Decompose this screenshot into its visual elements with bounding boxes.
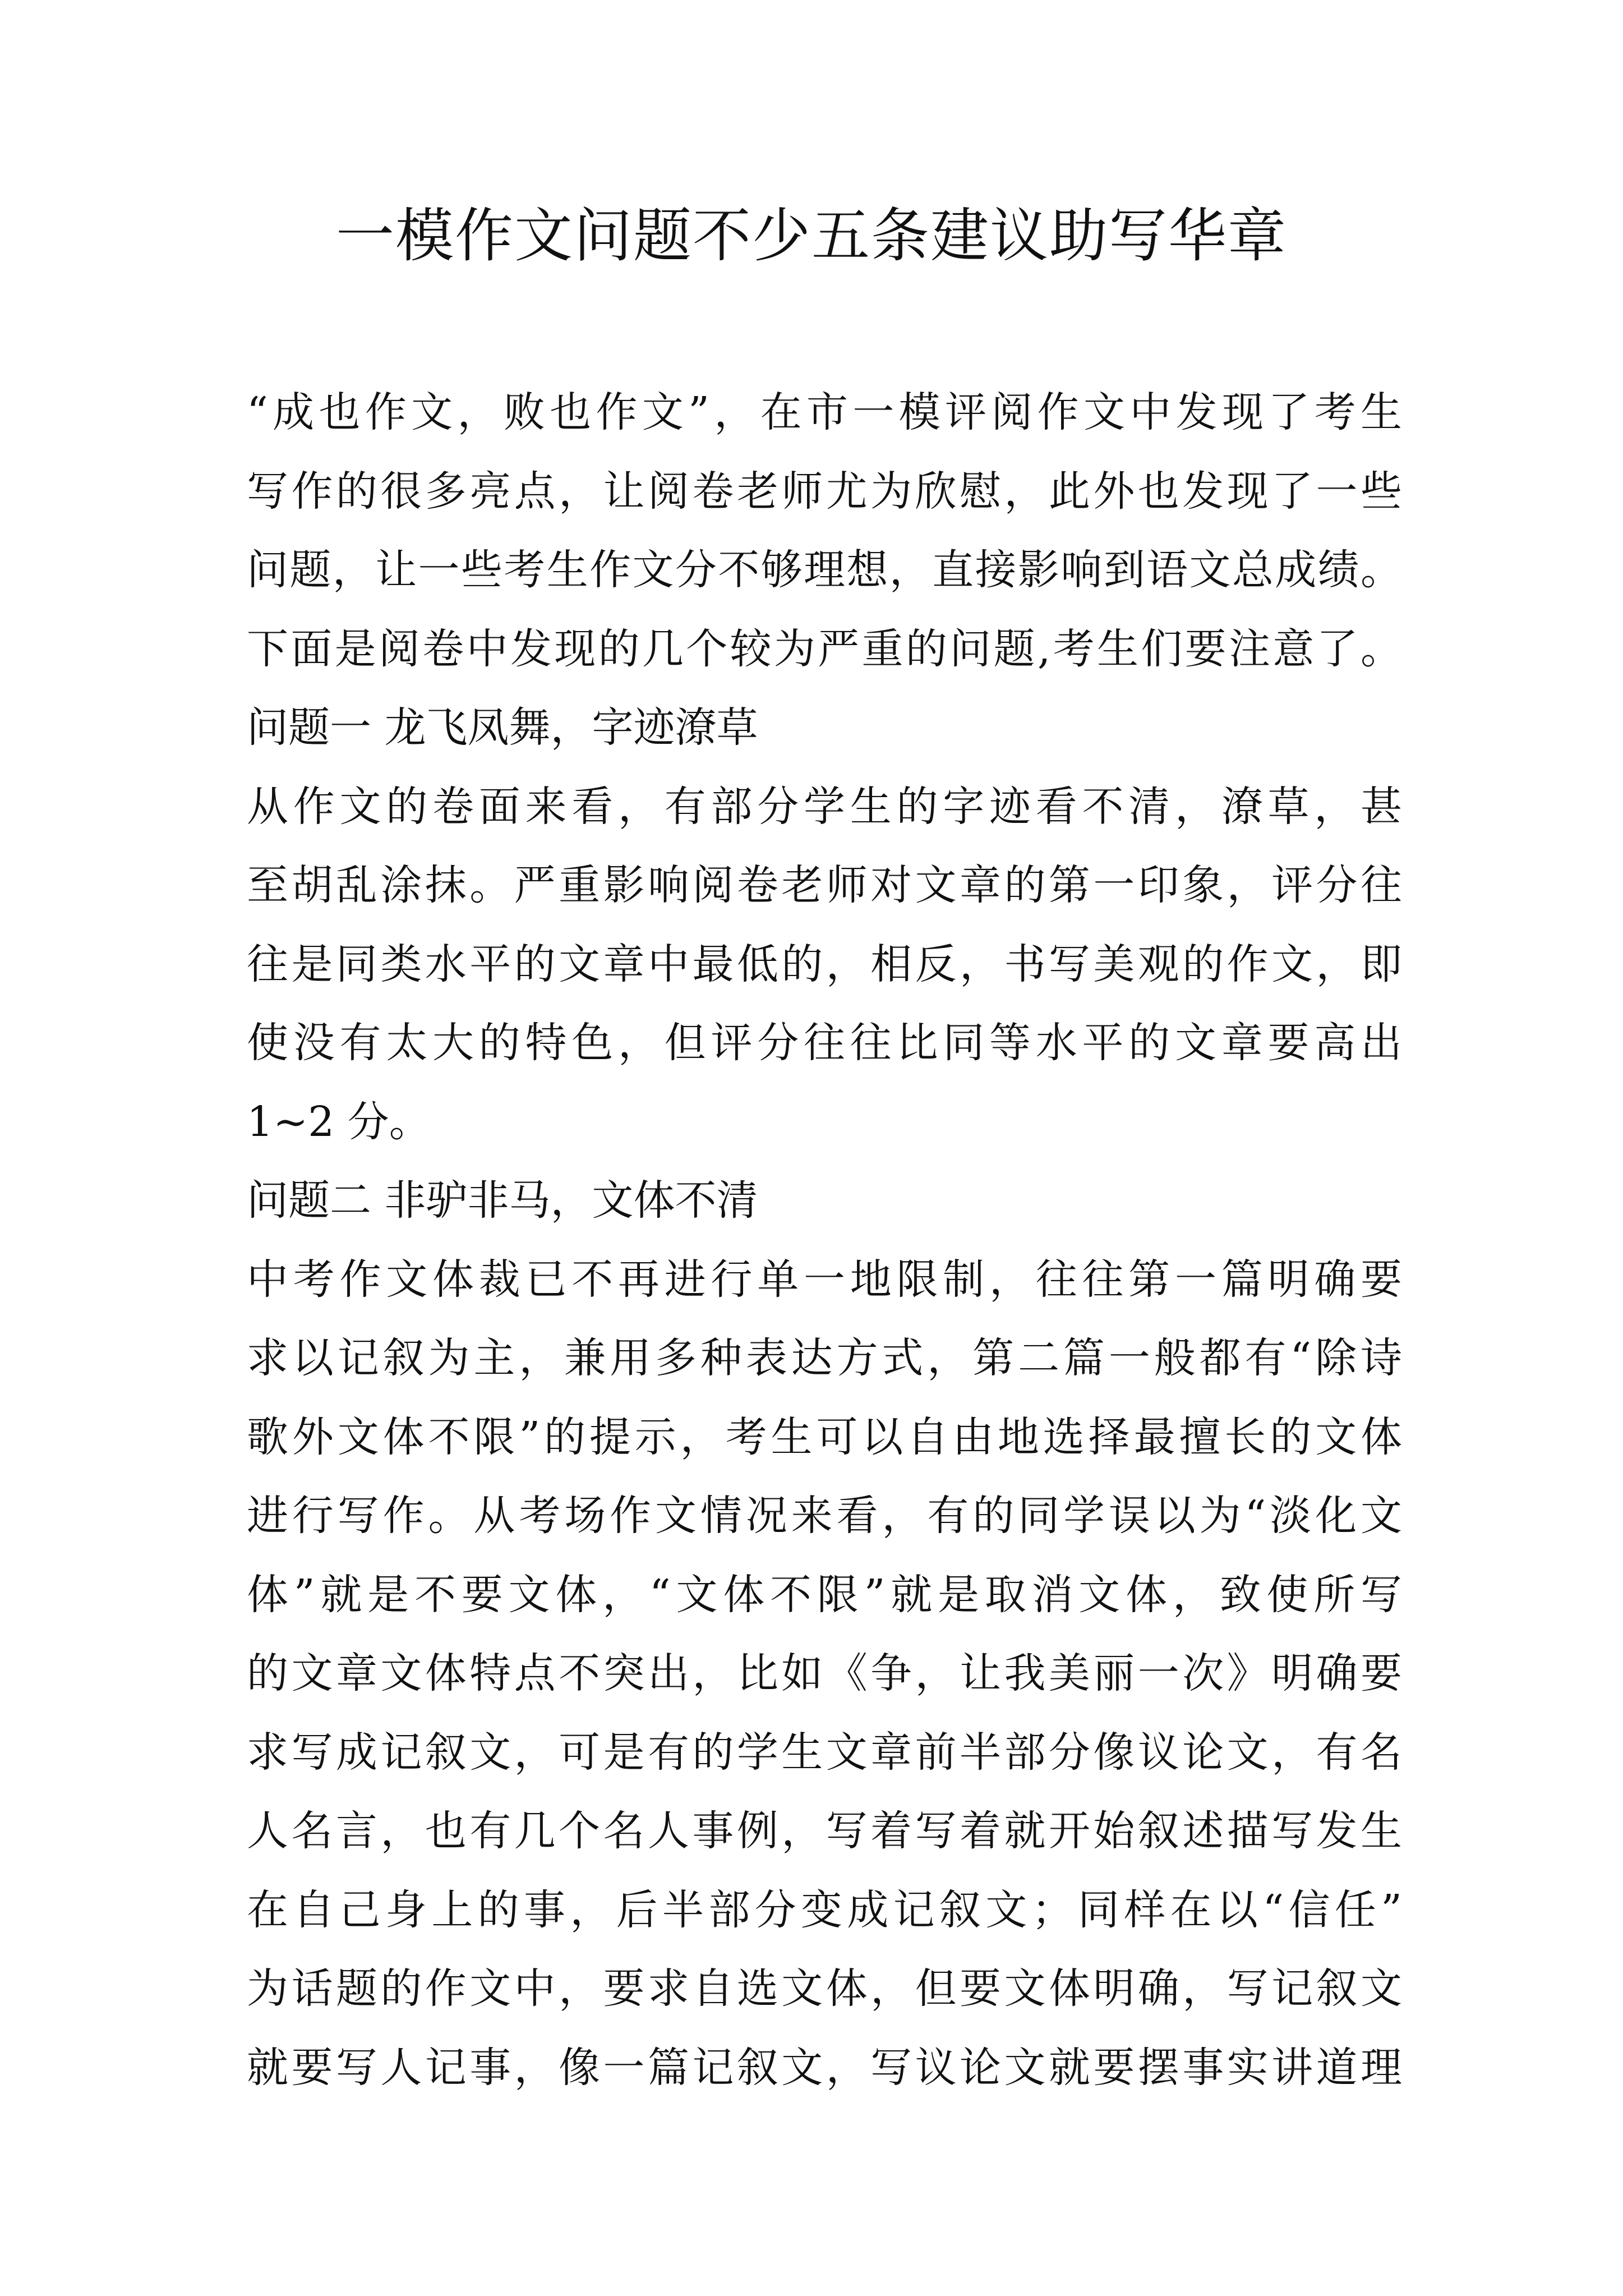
body-line: 为话题的作文中，要求自选文体，但要文体明确，写记叙文 <box>247 1964 1402 2013</box>
body-line: 的文章文体特点不突出，比如《争，让我美丽一次》明确要 <box>247 1649 1402 1697</box>
body-line: 至胡乱涂抹。严重影响阅卷老师对文章的第一印象，评分往 <box>247 861 1402 909</box>
body-line: 使没有太大的特色，但评分往往比同等水平的文章要高出 <box>247 1019 1402 1067</box>
section-heading: 问题二 非驴非马，文体不清 <box>247 1176 758 1225</box>
body-line: 在自己身上的事，后半部分变成记叙文；同样在以“信任” <box>247 1885 1402 1934</box>
body-line: 人名言，也有几个名人事例，写着写着就开始叙述描写发生 <box>247 1807 1402 1855</box>
body-line: “成也作文，败也作文”，在市一模评阅作文中发现了考生 <box>247 388 1402 436</box>
body-line: 进行写作。从考场作文情况来看，有的同学误以为“淡化文 <box>247 1492 1402 1540</box>
body-line: 求以记叙为主，兼用多种表达方式，第二篇一般都有“除诗 <box>247 1334 1402 1382</box>
body-line: 从作文的卷面来看，有部分学生的字迹看不清，潦草，甚 <box>247 782 1402 831</box>
body-line: 体”就是不要文体，“文体不限”就是取消文体，致使所写 <box>247 1570 1402 1619</box>
body-line: 歌外文体不限”的提示，考生可以自由地选择最擅长的文体 <box>247 1412 1402 1461</box>
body-line: 1~2 分。 <box>247 1097 431 1146</box>
body-line: 就要写人记事，像一篇记叙文，写议论文就要摆事实讲道理 <box>247 2043 1402 2092</box>
body-line: 写作的很多亮点，让阅卷老师尤为欣慰，此外也发现了一些 <box>247 467 1402 516</box>
body-line: 问题，让一些考生作文分不够理想，直接影响到语文总成绩。 <box>247 546 1402 594</box>
document-title: 一模作文问题不少五条建议助写华章 <box>335 201 1287 270</box>
body-line: 求写成记叙文，可是有的学生文章前半部分像议论文，有名 <box>247 1728 1402 1777</box>
body-line: 往是同类水平的文章中最低的，相反，书写美观的作文，即 <box>247 940 1402 988</box>
document-body <box>247 373 1402 2107</box>
body-line: 下面是阅卷中发现的几个较为严重的问题,考生们要注意了。 <box>247 624 1402 673</box>
body-line: 中考作文体裁已不再进行单一地限制，往往第一篇明确要 <box>247 1255 1402 1304</box>
section-heading: 问题一 龙飞凤舞，字迹潦草 <box>247 703 758 752</box>
